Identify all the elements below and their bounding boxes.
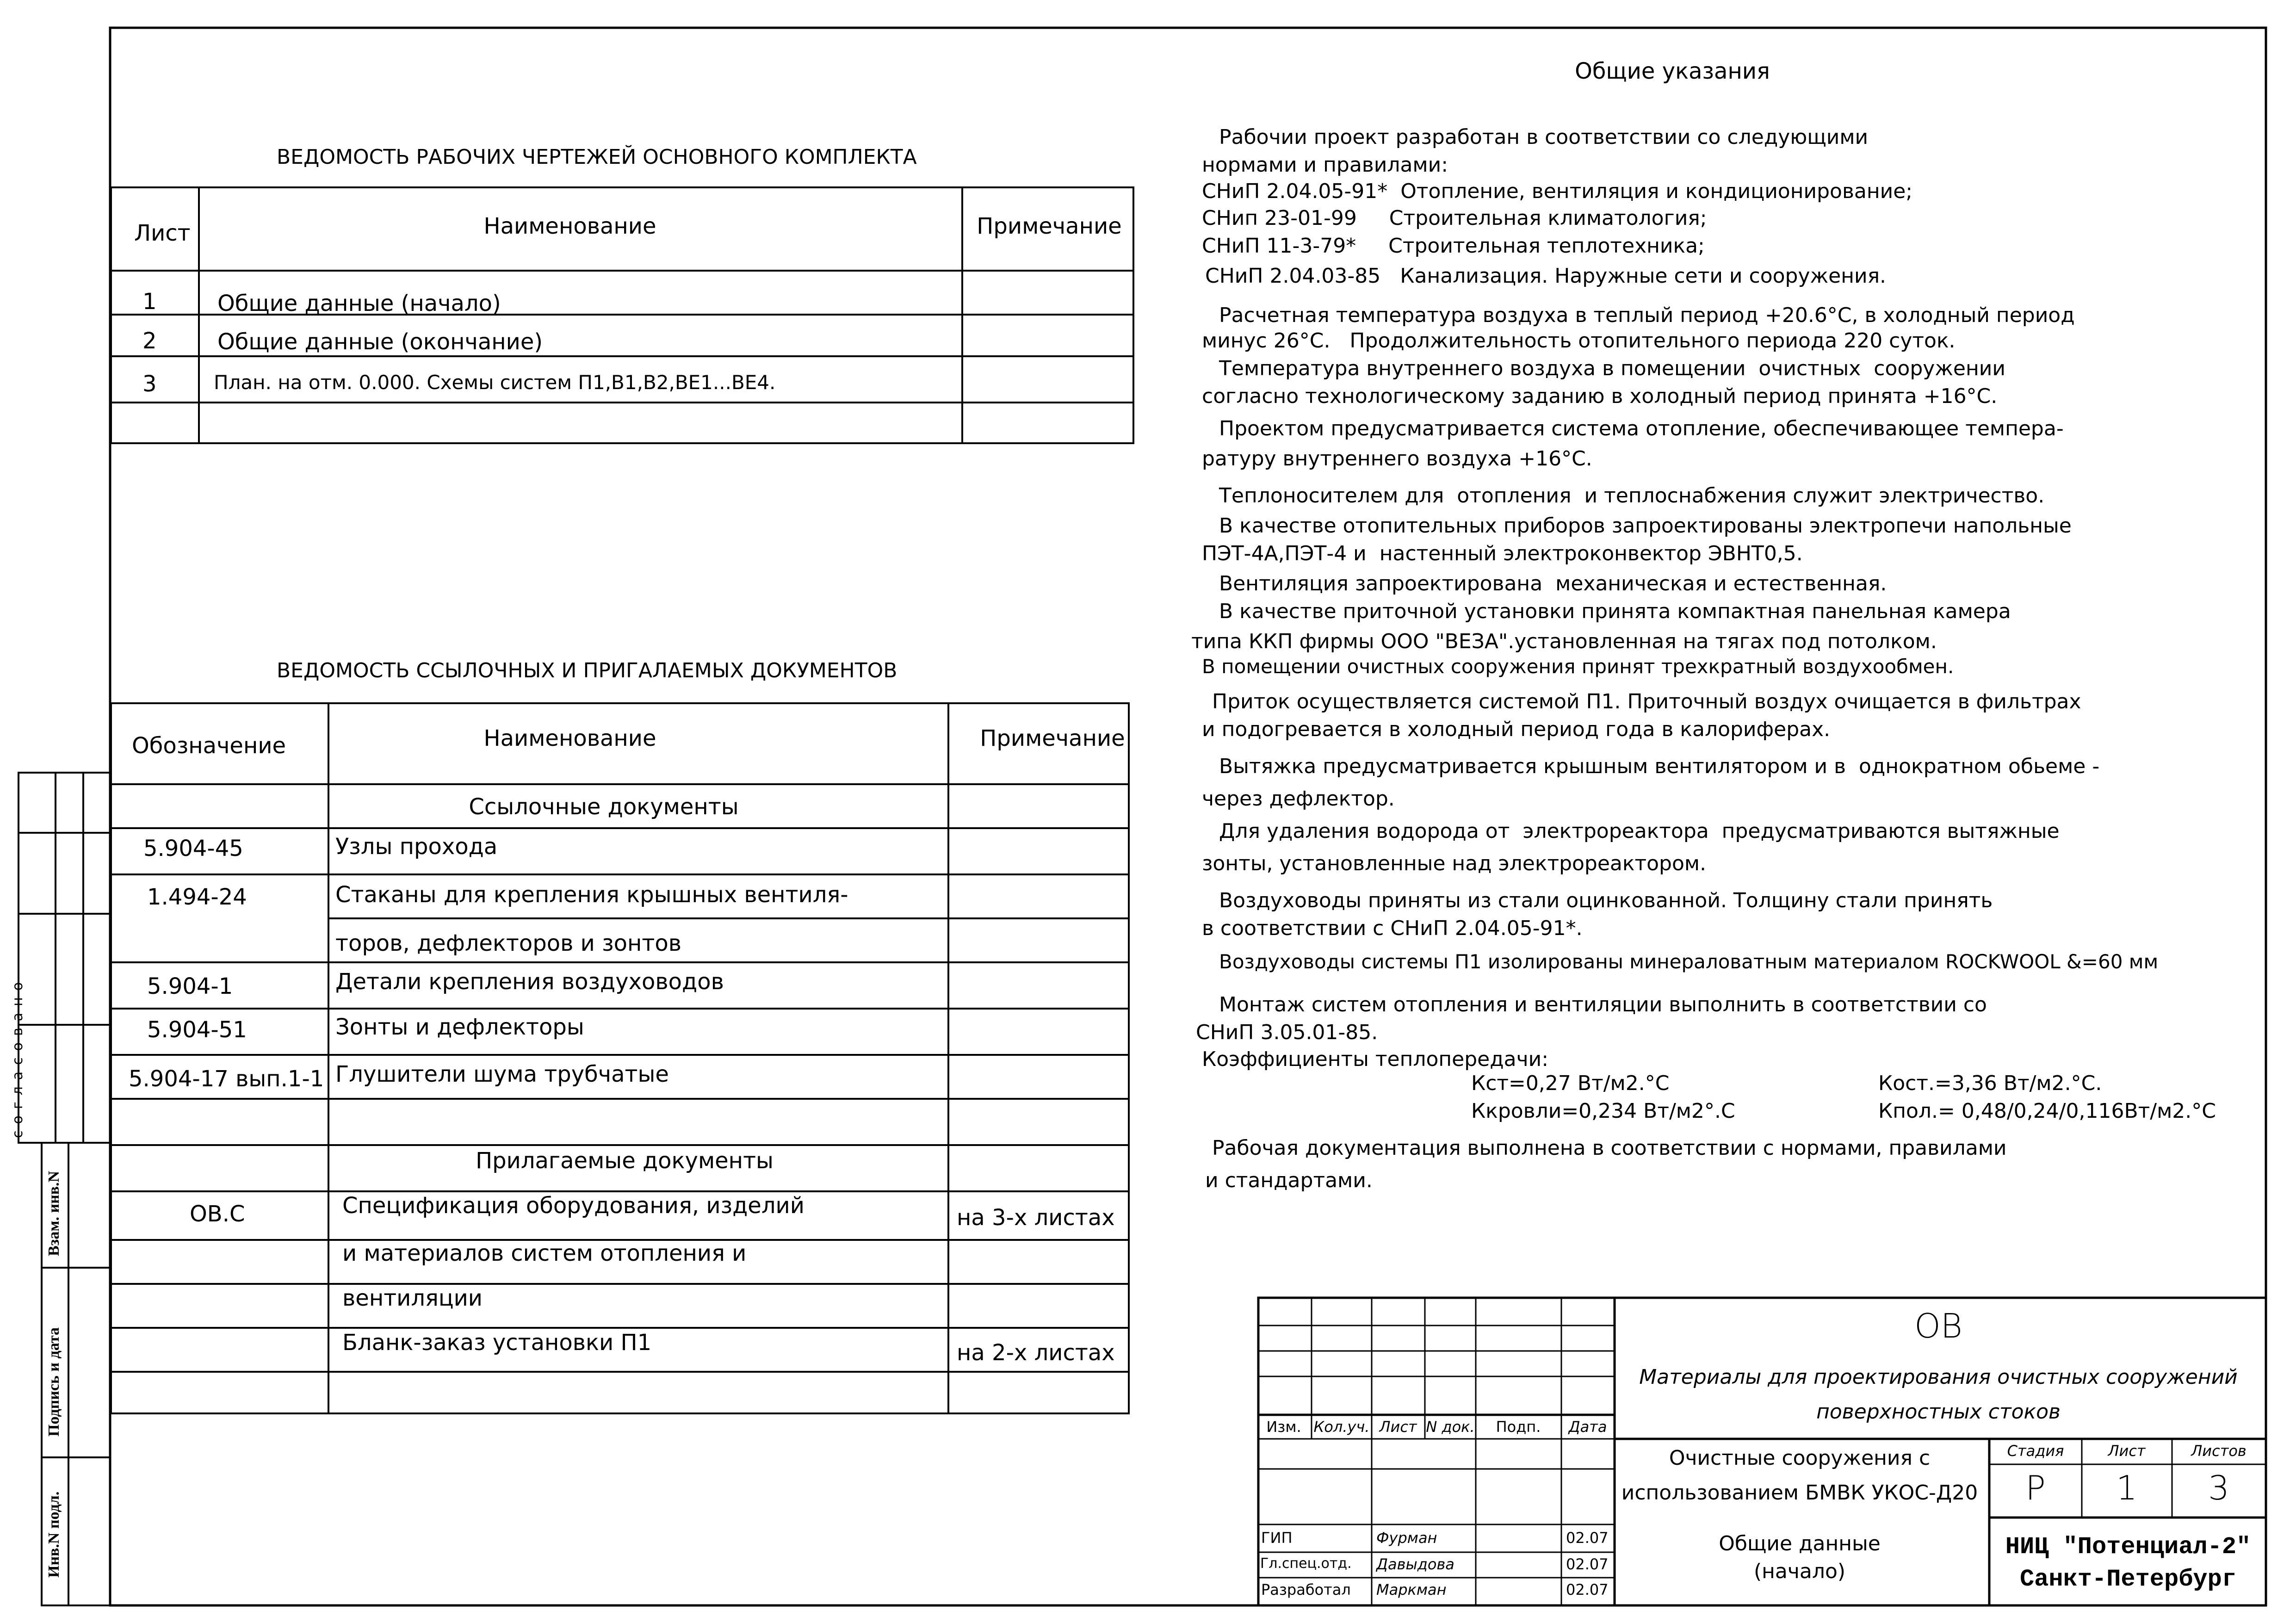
note-line: Воздуховоды приняты из стали оцинкованной. Толщину стали принять [1219, 889, 1993, 912]
note-line: Проектом предусматривается система отопление, обеспечивающее темпера- [1219, 417, 2064, 440]
stage-value: Р [2025, 1468, 2046, 1507]
note-line: зонты, установленные над электрореактором. [1202, 852, 1707, 875]
table-row-sheet: 3 [142, 371, 157, 397]
table-row-code: 5.904-1 [147, 973, 233, 999]
note-line: В качестве отопительных приборов запроектированы электропечи напольные [1219, 514, 2072, 538]
table-row-sheet: 2 [142, 328, 157, 354]
note-line: типа ККП фирмы ООО "ВЕЗА".установленная на тягах под потолком. [1191, 630, 1937, 653]
table-row-name: Узлы прохода [335, 834, 498, 860]
table-row-note: на 2-х листах [957, 1340, 1115, 1366]
note-line: Температура внутреннего воздуха в помещении очистных сооружении [1219, 357, 2005, 380]
table-row-name: торов, дефлекторов и зонтов [335, 930, 681, 956]
sheet-title-line1: Общие данные [1719, 1532, 1881, 1555]
col-header-koluch: Кол.уч. [1313, 1418, 1370, 1436]
table-row-code: 5.904-51 [147, 1017, 247, 1043]
drawings-list-title: ВЕДОМОСТЬ РАБОЧИХ ЧЕРТЕЖЕЙ ОСНОВНОГО КОМПЛЕКТА [277, 145, 917, 169]
side-stamp-vzam: Взам. инв.N [45, 1171, 62, 1256]
note-line: СНиП 2.04.03-85 Канализация. Наружные сети и сооружения. [1205, 264, 1887, 288]
note-line: ПЭТ-4А,ПЭТ-4 и настенный электроконвектор ЭВНТ0,5. [1202, 542, 1803, 565]
col-header-podp: Подп. [1496, 1418, 1541, 1436]
table-row-name: Глушители шума трубчатые [335, 1061, 669, 1087]
stage-label: Стадия [2007, 1442, 2064, 1460]
signer-date: 02.07 [1566, 1581, 1609, 1598]
table-row-name: Детали крепления воздуховодов [335, 969, 724, 995]
signer-name: Маркман [1376, 1581, 1447, 1598]
note-line: ратуру внутреннего воздуха +16°С. [1202, 447, 1592, 471]
note-line: Для удаления водорода от электрореактора предусматриваются вытяжные [1219, 819, 2060, 843]
coef-kkrovli: Ккровли=0,234 Вт/м2°.С [1471, 1099, 1735, 1123]
note-line: Рабочии проект разработан в соответствии со следующими [1219, 125, 1869, 149]
object-name-line2: использованием БМВК УКОС-Д20 [1621, 1481, 1978, 1505]
table-row-code: 5.904-45 [143, 836, 243, 861]
note-line: Приток осуществляется системой П1. Приточный воздух очищается в фильтрах [1212, 690, 2081, 713]
table-row-name: и материалов систем отопления и [342, 1240, 747, 1266]
note-line: минус 26°С. Продолжительность отопительного периода 220 суток. [1202, 329, 1956, 353]
sheet-label: Лист [2108, 1442, 2146, 1460]
col-header-note: Примечание [980, 725, 1125, 751]
coef-kost: Кост.=3,36 Вт/м2.°С. [1878, 1072, 2102, 1095]
note-line: и стандартами. [1205, 1169, 1373, 1192]
table-row-code: 1.494-24 [147, 884, 247, 910]
sheets-value: 3 [2208, 1468, 2229, 1507]
col-header-note: Примечание [977, 213, 1122, 239]
note-line: в соответствии с СНиП 2.04.05-91*. [1202, 917, 1583, 940]
general-notes-title: Общие указания [1575, 58, 1770, 84]
table-row-name: Спецификация оборудования, изделий [342, 1193, 805, 1219]
coef-kpol: Кпол.= 0,48/0,24/0,116Вт/м2.°С [1878, 1099, 2216, 1123]
note-line: СНип 23-01-99 Строительная климатология; [1202, 206, 1707, 230]
table-row-name: Зонты и дефлекторы [335, 1014, 584, 1040]
note-line: Коэффициенты теплопередачи: [1202, 1047, 1549, 1071]
table-row-note: на 3-х листах [957, 1205, 1115, 1231]
table-row-code: ОВ.С [190, 1201, 245, 1227]
table-row-sheet: 1 [142, 289, 157, 315]
col-header-data: Дата [1568, 1418, 1607, 1436]
note-line: СНиП 2.04.05-91* Отопление, вентиляция и кондиционирование; [1202, 180, 1913, 203]
side-stamp-inv: Инв.N подл. [45, 1491, 62, 1578]
signer-date: 02.07 [1566, 1555, 1609, 1573]
note-line: нормами и правилами: [1202, 153, 1448, 177]
section-attached: Прилагаемые документы [476, 1148, 774, 1174]
sheet-title-line2: (начало) [1753, 1560, 1846, 1583]
note-line: согласно технологическому заданию в холодный период принята +16°С. [1202, 384, 1998, 408]
note-line: Расчетная температура воздуха в теплый период +20.6°С, в холодный период [1219, 304, 2075, 327]
note-line: Воздуховоды системы П1 изолированы минераловатным материалом ROCKWOOL &=60 мм [1219, 950, 2159, 973]
table-row-name: Бланк-заказ установки П1 [342, 1330, 652, 1356]
note-line: СНиП 11-3-79* Строительная теплотехника; [1202, 234, 1705, 258]
project-name-line1: Материалы для проектирования очистных сооружений [1639, 1365, 2238, 1389]
note-line: Теплоносителем для отопления и теплоснабжения служит электричество. [1219, 484, 2045, 508]
organization-line1: НИЦ "Потенциал-2" [2005, 1533, 2251, 1561]
side-stamp-fragment: согласовано [10, 975, 26, 1138]
section-refs: Ссылочные документы [469, 794, 739, 820]
sheets-label: Листов [2191, 1442, 2246, 1460]
col-header-list: Лист [1379, 1418, 1417, 1436]
project-name-line2: поверхностных стоков [1816, 1400, 2061, 1424]
signer-role: Гл.спец.отд. [1260, 1555, 1352, 1572]
col-header-izm: Изм. [1266, 1418, 1301, 1436]
note-line: СНиП 3.05.01-85. [1196, 1021, 1378, 1044]
note-line: и подогревается в холодный период года в калориферах. [1202, 718, 1831, 741]
document-code: ОВ [1914, 1307, 1962, 1345]
signer-role: Разработал [1261, 1581, 1351, 1598]
col-header-name: Наименование [483, 725, 656, 751]
table-row-name: Стаканы для крепления крышных вентиля- [335, 882, 848, 908]
col-header-code: Обозначение [132, 733, 286, 759]
table-row-name: Общие данные (начало) [217, 291, 501, 316]
note-line: Монтаж систем отопления и вентиляции выполнить в соответствии со [1219, 993, 1987, 1016]
refs-list-title: ВЕДОМОСТЬ ССЫЛОЧНЫХ И ПРИГАЛАЕМЫХ ДОКУМЕНТОВ [277, 659, 897, 682]
col-header-name: Наименование [483, 213, 656, 239]
note-line: Рабочая документация выполнена в соответствии с нормами, правилами [1212, 1136, 2007, 1160]
signer-role: ГИП [1261, 1529, 1293, 1547]
note-line: Вентиляция запроектирована механическая и естественная. [1219, 572, 1887, 595]
note-line: через дефлектор. [1202, 787, 1395, 811]
table-row-name: Общие данные (окончание) [217, 329, 543, 355]
coef-kst: Кст=0,27 Вт/м2.°С [1471, 1072, 1670, 1095]
note-line: Вытяжка предусматривается крышным вентилятором и в однократном обьеме - [1219, 755, 2100, 778]
note-line: В качестве приточной установки принята компактная панельная камера [1219, 600, 2011, 623]
side-stamp-podpis: Подпись и дата [45, 1327, 62, 1437]
col-header-ndok: N док. [1426, 1418, 1475, 1436]
sheet-value: 1 [2116, 1468, 2137, 1507]
table-row-name: вентиляции [342, 1285, 483, 1311]
object-name-line1: Очистные сооружения с [1669, 1446, 1931, 1470]
signer-date: 02.07 [1566, 1529, 1609, 1547]
signer-name: Фурман [1376, 1529, 1437, 1547]
organization-line2: Санкт-Петербург [2019, 1566, 2237, 1593]
col-header-sheet: Лист [134, 220, 191, 246]
table-row-code: 5.904-17 вып.1-1 [129, 1066, 324, 1092]
note-line: В помещении очистных сооружения принят трехкратный воздухообмен. [1202, 655, 1954, 678]
table-row-name: План. на отм. 0.000. Схемы систем П1,В1,В2,ВЕ1...ВЕ4. [214, 371, 776, 394]
signer-name: Давыдова [1376, 1555, 1454, 1573]
